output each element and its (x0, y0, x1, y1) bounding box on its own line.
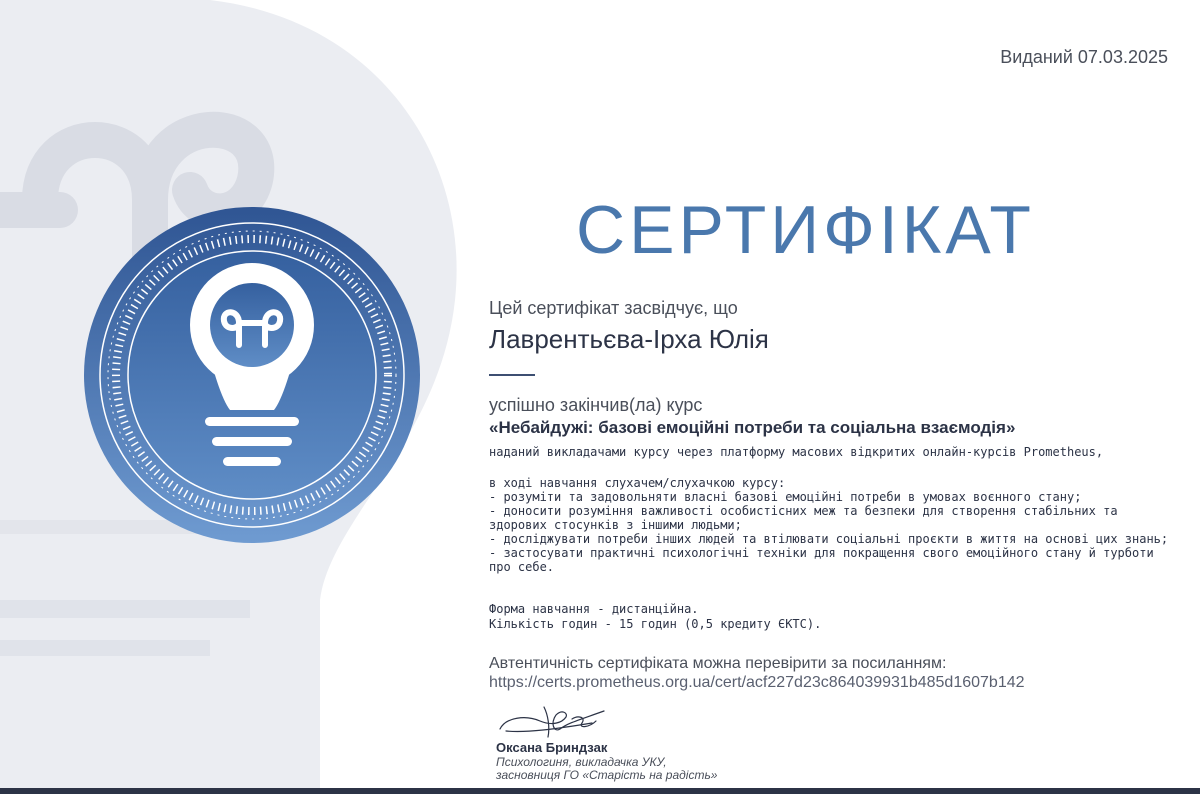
list-item: - досліджувати потреби інших людей та втілювати соціальні проєкти в життя на основі цих знань; (489, 532, 1169, 546)
learning-outcomes-list (489, 490, 1179, 574)
signer-role-line-2: засновниця ГО «Старість на радість» (496, 768, 718, 782)
list-item: про себе. (489, 560, 555, 574)
list-item: - доносити розуміння важливості особистісних меж та безпеки для створення стабільних та (489, 504, 1118, 518)
signer-name: Оксана Бриндзак (496, 740, 608, 755)
certificate-title: СЕРТИФІКАТ (576, 192, 1035, 268)
certificate-body (489, 296, 1179, 692)
bottom-border (0, 788, 1200, 794)
learning-outcomes-intro: в ході навчання слухачем/слухачкою курсу: (489, 476, 786, 490)
name-underline-divider (489, 374, 535, 376)
study-hours: Кількість годин - 15 годин (0,5 кредиту ЄКТС). (489, 617, 822, 631)
seal-badge (62, 185, 442, 565)
signature-image (496, 703, 608, 741)
verification-text: Автентичність сертифіката можна перевірити за посиланням: (489, 655, 947, 672)
verification-link[interactable]: https://certs.prometheus.org.ua/cert/acf227d23c864039931b485d1607b142 (489, 674, 1025, 691)
signer-block (496, 740, 717, 782)
attests-line: Цей сертифікат засвідчує, що (489, 298, 738, 318)
course-title: «Небайдужі: базові емоційні потреби та соціальна взаємодія» (489, 418, 1016, 437)
completed-line: успішно закінчив(ла) курс (489, 395, 703, 415)
list-item: - розуміти та задовольняти власні базові емоційні потреби в умовах воєнного стану; (489, 490, 1082, 504)
study-form: Форма навчання - дистанційна. (489, 602, 699, 616)
list-item: - застосувати практичні психологічні техніки для покращення свого емоційного стану й турботи (489, 546, 1154, 560)
recipient-name: Лаврентьєва-Ірха Юлія (489, 324, 769, 354)
provided-by-line: наданий викладачами курсу через платформу масових відкритих онлайн-курсів Prometheus, (489, 445, 1104, 459)
issue-date: Виданий 07.03.2025 (1000, 47, 1168, 67)
signer-role-line-1: Психологиня, викладачка УКУ, (496, 755, 667, 769)
list-item: здорових стосунків з іншими людьми; (489, 518, 742, 532)
